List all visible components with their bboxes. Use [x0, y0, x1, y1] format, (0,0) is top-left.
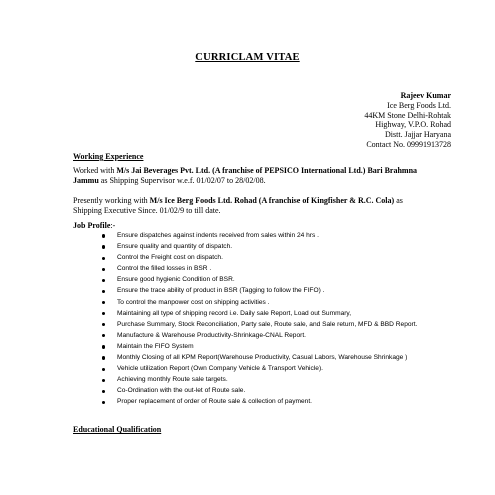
- list-item-text: Manufacture & Warehouse Productivity-Shrinkage-CNAL Report.: [117, 331, 306, 339]
- bullet-icon: [102, 345, 105, 348]
- list-item-text: Monthly Closing of all KPM Report(Warehouse Productivity, Casual Labors, Warehouse Shrinkage ): [117, 354, 408, 362]
- bullet-icon: [102, 401, 105, 404]
- list-item-text: Vehicle utilization Report (Own Company Vehicle & Transport Vehicle).: [117, 365, 323, 373]
- bullet-icon: [102, 257, 105, 260]
- educational-qualification-heading: Educational Qualification: [73, 425, 162, 434]
- contact-address-block: [364, 91, 451, 150]
- list-item-text: Purchase Summary, Stock Reconciliation, Party sale, Route sale, and Sale return, MFD & BBD Report.: [117, 320, 418, 328]
- list-item-text: Control the filled losses in BSR .: [117, 265, 212, 273]
- list-item-text: Co-Ordination with the out-let of Route sale.: [117, 387, 246, 395]
- bullet-icon: [102, 312, 105, 315]
- list-item-text: To control the manpower cost on shipping activities .: [117, 298, 270, 306]
- list-item: [102, 343, 432, 351]
- address-district: Distt. Jajjar Haryana: [385, 130, 451, 140]
- job-profile-suffix: :-: [110, 221, 116, 230]
- bullet-icon: [102, 279, 105, 282]
- job-profile-list: [102, 232, 432, 410]
- bullet-icon: [102, 268, 105, 271]
- list-item-text: Ensure quality and quantity of dispatch.: [117, 243, 233, 251]
- bullet-icon: [102, 334, 105, 337]
- bullet-icon: [102, 301, 105, 304]
- experience-paragraph-2: [73, 196, 433, 215]
- list-item: [102, 354, 432, 362]
- bullet-icon: [102, 290, 105, 293]
- candidate-name: Rajeev Kumar: [400, 91, 451, 100]
- list-item: [102, 376, 432, 384]
- document-title: CURRICLAM VITAE: [195, 52, 300, 63]
- address-line-2: Highway, V.P.O. Rohad: [375, 120, 451, 130]
- bullet-icon: [102, 368, 105, 371]
- experience-2-intro: Presently working with: [73, 196, 150, 205]
- list-item-text: Control the Freight cost on dispatch.: [117, 254, 223, 262]
- list-item: [102, 387, 432, 395]
- list-item: [102, 365, 432, 373]
- bullet-icon: [102, 379, 105, 382]
- list-item-text: Ensure dispatches against indents received from sales within 24 hrs .: [117, 232, 319, 239]
- bullet-icon: [102, 234, 105, 237]
- list-item: [102, 321, 432, 329]
- bullet-icon: [102, 245, 105, 248]
- bullet-icon: [102, 323, 105, 326]
- list-item: [102, 232, 432, 240]
- experience-1-intro: Worked with: [73, 166, 117, 175]
- address-line-1: 44KM Stone Delhi-Rohtak: [364, 110, 451, 120]
- experience-1-role: as Shipping Supervisor w.e.f. 01/02/07 to 28/02/08.: [98, 175, 266, 185]
- contact-number: Contact No. 09991913728: [366, 139, 451, 149]
- bullet-icon: [102, 390, 105, 393]
- working-experience-heading: Working Experience: [73, 152, 144, 161]
- list-item-text: Maintaining all type of shipping record i.e. Daily sale Report, Load out Summary,: [117, 309, 352, 317]
- list-item: [102, 276, 432, 284]
- experience-2-employer: M/s Ice Berg Foods Ltd. Rohad (A franchise of Kingfisher & R.C. Cola): [149, 196, 395, 205]
- list-item: [102, 310, 432, 318]
- experience-2-role: as Shipping Executive Since. 01/02/9 to till date.: [73, 196, 403, 215]
- job-profile-heading: [73, 221, 115, 230]
- job-profile-label: Job Profile: [73, 221, 111, 230]
- list-item: [102, 243, 432, 251]
- list-item-text: Ensure the trace ability of product in BSR (Tagging to follow the FIFO) .: [117, 287, 325, 295]
- list-item: [102, 299, 432, 307]
- address-company: Ice Berg Foods Ltd.: [387, 100, 451, 110]
- list-item-text: Proper replacement of order of Route sale & collection of payment.: [117, 398, 312, 406]
- list-item: [102, 398, 432, 406]
- experience-1-employer: M/s Jai Beverages Pvt. Ltd. (A franchise of PEPSICO International Ltd.) Bari Brahmna Jammu: [73, 166, 418, 185]
- list-item: [102, 254, 432, 262]
- experience-paragraph-1: [73, 166, 433, 185]
- list-item: [102, 265, 432, 273]
- list-item-text: Maintain the FIFO System: [117, 342, 194, 350]
- list-item-text: Ensure good hygienic Condition of BSR.: [117, 276, 235, 284]
- list-item: [102, 287, 432, 295]
- bullet-icon: [102, 356, 105, 359]
- list-item-text: Achieving monthly Route sale targets.: [117, 376, 228, 384]
- list-item: [102, 332, 432, 340]
